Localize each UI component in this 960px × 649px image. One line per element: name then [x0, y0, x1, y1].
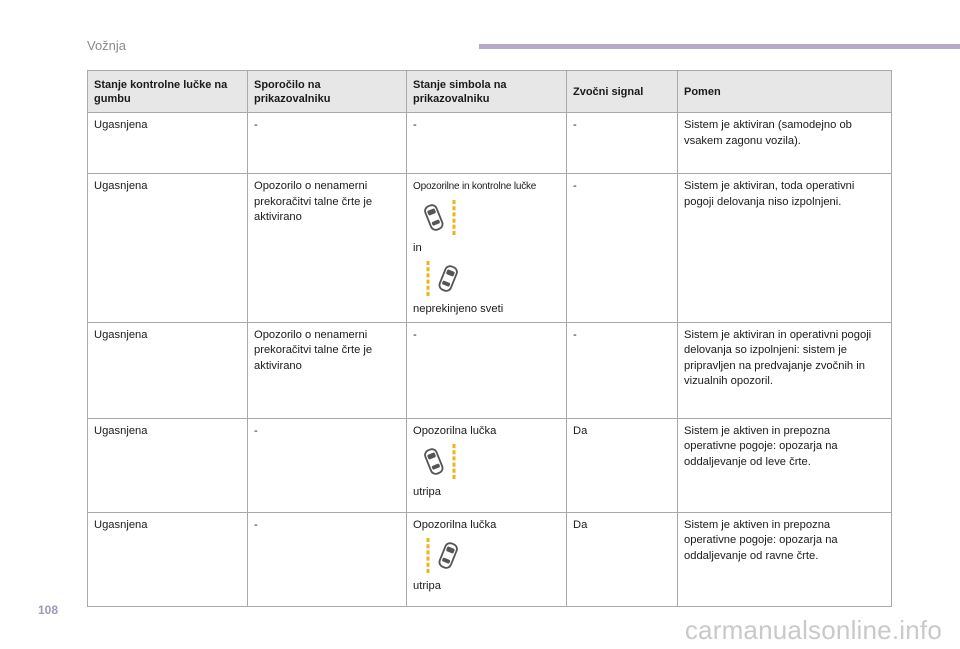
cell-message: -	[248, 113, 407, 174]
lane-line-left-icon	[413, 256, 560, 302]
cell-lamp: Ugasnjena	[88, 113, 248, 174]
cell-meaning: Sistem je aktiviran in operativni pogoji delovanja so izpolnjeni: sistem je pripravljen na predvajanje zvočnih in vizualnih opozoril.	[678, 322, 892, 418]
symbol-status: utripa	[413, 486, 441, 498]
symbol-status: utripa	[413, 580, 441, 592]
symbol-label: Opozorilna lučka	[413, 518, 497, 531]
cell-symbol	[407, 512, 567, 606]
cell-symbol	[407, 174, 567, 323]
table-row	[88, 512, 892, 606]
cell-sound: -	[567, 113, 678, 174]
cell-lamp: Ugasnjena	[88, 418, 248, 512]
cell-lamp: Ugasnjena	[88, 174, 248, 323]
cell-lamp: Ugasnjena	[88, 512, 248, 606]
column-header-lamp: Stanje kontrolne lučke na gumbu	[88, 71, 248, 113]
symbol-status: neprekinjeno sveti	[413, 303, 504, 315]
column-header-meaning: Pomen	[678, 71, 892, 113]
column-header-message: Sporočilo na prikazovalniku	[248, 71, 407, 113]
table-row	[88, 322, 892, 418]
table-row	[88, 113, 892, 174]
cell-sound: -	[567, 322, 678, 418]
symbol-label: Opozorilna lučka	[413, 424, 497, 437]
table-row	[88, 418, 892, 512]
page-number: 108	[38, 603, 59, 617]
cell-symbol: -	[407, 322, 567, 418]
cell-sound: Da	[567, 512, 678, 606]
column-header-sound: Zvočni signal	[567, 71, 678, 113]
section-accent-bar	[479, 44, 960, 49]
cell-sound: -	[567, 174, 678, 323]
cell-lamp: Ugasnjena	[88, 322, 248, 418]
cell-meaning: Sistem je aktiven in prepozna operativne pogoje: opozarja na oddaljevanje od ravne črte.	[678, 512, 892, 606]
table-row	[88, 174, 892, 323]
cell-message: Opozorilo o nenamerni prekoračitvi talne črte je aktivirano	[248, 322, 407, 418]
symbol-connector: in	[413, 241, 422, 254]
cell-meaning: Sistem je aktiviran (samodejno ob vsakem zagonu vozila).	[678, 113, 892, 174]
column-header-symbol: Stanje simbola na prikazovalniku	[407, 71, 567, 113]
table-header-row	[88, 71, 892, 113]
lane-departure-status-table	[87, 70, 892, 607]
cell-message: Opozorilo o nenamerni prekoračitvi talne črte je aktivirano	[248, 174, 407, 323]
cell-symbol: -	[407, 113, 567, 174]
section-title: Vožnja	[87, 38, 127, 53]
symbol-label: Opozorilne in kontrolne lučke	[413, 181, 537, 192]
cell-symbol	[407, 418, 567, 512]
cell-message: -	[248, 418, 407, 512]
cell-meaning: Sistem je aktiviran, toda operativni pogoji delovanja niso izpolnjeni.	[678, 174, 892, 323]
watermark: carmanualsonline.info	[684, 615, 942, 645]
cell-message: -	[248, 512, 407, 606]
lane-departure-left-line-icon	[413, 533, 560, 579]
cell-sound: Da	[567, 418, 678, 512]
lane-departure-right-line-icon	[413, 439, 560, 485]
lane-line-right-icon	[413, 195, 560, 241]
cell-meaning: Sistem je aktiven in prepozna operativne pogoje: opozarja na oddaljevanje od leve črte.	[678, 418, 892, 512]
